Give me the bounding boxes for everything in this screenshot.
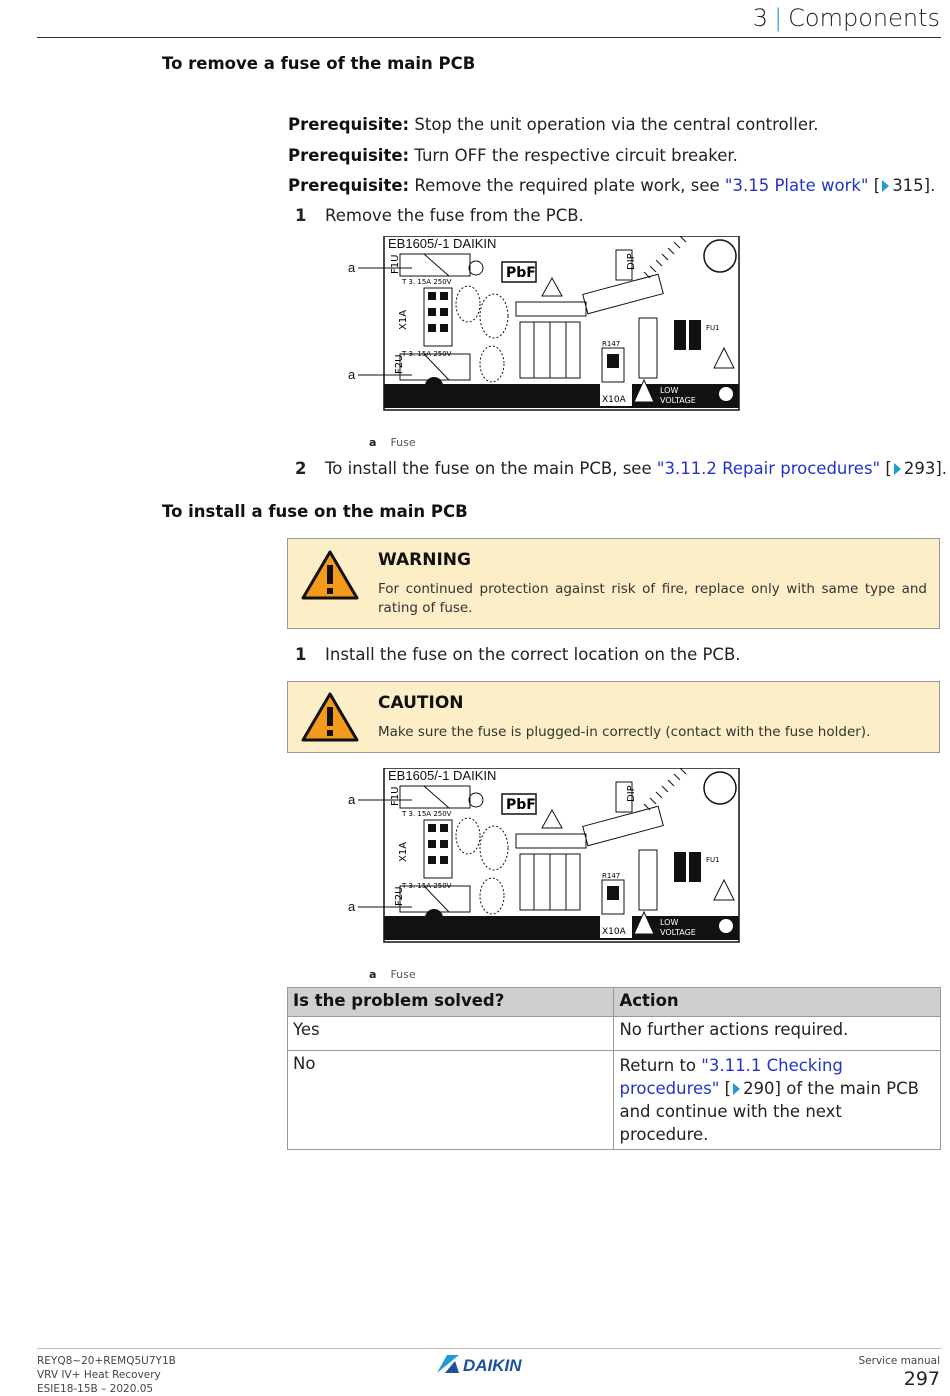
step-text: Install the fuse on the correct location on the PCB. <box>325 645 741 664</box>
prereq-text: Stop the unit operation via the central controller. <box>414 115 819 134</box>
pcb-figure-1 <box>344 236 744 412</box>
prereq-text: Remove the required plate work, see <box>414 176 725 195</box>
table-header-cell: Is the problem solved? <box>288 988 614 1017</box>
svg-text:a: a <box>348 260 356 275</box>
footer-docref: ESIE18-15B – 2020.05 <box>37 1383 154 1395</box>
step-number: 2 <box>295 459 307 478</box>
x10a-label: X10A <box>602 395 626 405</box>
table-cell: Return to "3.11.1 Checking procedures" [ 290] of the main PCB and continue with the next procedure. <box>614 1051 941 1150</box>
table-cell: No further actions required. <box>614 1017 941 1051</box>
table-cell: No <box>288 1051 614 1150</box>
table-cell: Yes <box>288 1017 614 1051</box>
warning-text: For continued protection against risk of fire, replace only with same type and rating of fuse. <box>378 581 927 616</box>
prereq-label: Prerequisite: <box>288 115 410 134</box>
step-text: To install the fuse on the main PCB, see "3.11.2 Repair procedures" [ 293]. <box>325 459 948 478</box>
pcb-drawing <box>384 236 739 410</box>
svg-text:a: a <box>348 792 356 807</box>
warning-title: WARNING <box>378 550 471 570</box>
chapter-header <box>753 4 940 32</box>
page-ref: 293]. <box>903 459 948 478</box>
step-number: 1 <box>295 645 307 664</box>
voltage-label: VOLTAGE <box>660 928 696 937</box>
checking-procedures-link[interactable]: "3.11.1 Checking procedures" <box>619 1056 843 1098</box>
step-text: Remove the fuse from the PCB. <box>325 206 584 225</box>
table-row <box>288 1017 941 1051</box>
prerequisite-1 <box>288 115 818 134</box>
pcb-figure-2 <box>344 768 744 944</box>
table-row <box>288 1051 941 1150</box>
problem-solved-table <box>287 987 941 1150</box>
caution-text: Make sure the fuse is plugged-in correctly (contact with the fuse holder). <box>378 724 871 740</box>
legend-value: Fuse <box>390 968 416 981</box>
pcb-drawing <box>384 768 739 942</box>
fuse-f2u-label: F2U <box>394 886 405 906</box>
connector-label: X1A <box>398 841 409 862</box>
step-number: 1 <box>295 206 307 225</box>
prereq-text: Turn OFF the respective circuit breaker. <box>414 146 738 165</box>
header-rule <box>37 37 941 38</box>
prereq-label: Prerequisite: <box>288 146 410 165</box>
figure-legend <box>369 968 416 981</box>
board-label: EB1605/-1 DAIKIN <box>388 236 497 251</box>
section-title-install: To install a fuse on the main PCB <box>162 502 468 521</box>
chapter-title: Components <box>788 4 940 32</box>
plate-work-link[interactable]: "3.15 Plate work" <box>724 176 869 195</box>
footer-rule <box>37 1348 941 1349</box>
section-title-remove: To remove a fuse of the main PCB <box>162 54 476 73</box>
table-header-row <box>288 988 941 1017</box>
footer-left <box>37 1354 176 1396</box>
prerequisite-2 <box>288 146 738 165</box>
chapter-separator: | <box>774 4 783 32</box>
rating-label: T 3. 15A 250V <box>402 810 452 818</box>
fuse-f1u-label: F1U <box>390 254 401 274</box>
figure-legend <box>369 436 416 449</box>
footer-product: VRV IV+ Heat Recovery <box>37 1369 161 1381</box>
fuse-f1u-label: F1U <box>390 786 401 806</box>
pbf-label: PbF <box>506 797 536 813</box>
low-label: LOW <box>660 918 679 927</box>
page-ref: 315]. <box>892 176 936 195</box>
page-arrow-icon <box>882 180 889 192</box>
dip-label: DIP <box>626 785 637 802</box>
caution-callout <box>287 681 940 753</box>
rating-label: T 3. 15A 250V <box>402 350 452 358</box>
warning-callout <box>287 538 940 629</box>
legend-key: a <box>369 968 377 981</box>
prereq-label: Prerequisite: <box>288 176 410 195</box>
x10a-label: X10A <box>602 927 626 937</box>
connector-label: X1A <box>398 309 409 330</box>
repair-procedures-link[interactable]: "3.11.2 Repair procedures" <box>656 459 881 478</box>
legend-value: Fuse <box>390 436 416 449</box>
svg-text:a: a <box>348 899 356 914</box>
board-label: EB1605/-1 DAIKIN <box>388 768 497 783</box>
legend-key: a <box>369 436 377 449</box>
prerequisite-3: Prerequisite: Remove the required plate work, see "3.15 Plate work" [ 315]. <box>288 176 936 195</box>
footer-right <box>859 1354 940 1368</box>
daikin-logo-icon <box>437 1353 541 1375</box>
daikin-logo <box>437 1353 541 1379</box>
low-label: LOW <box>660 386 679 395</box>
r147-label: R147 <box>602 340 621 348</box>
warning-triangle-icon <box>300 691 360 743</box>
page-arrow-icon <box>733 1083 740 1095</box>
dip-label: DIP <box>626 253 637 270</box>
caution-title: CAUTION <box>378 693 464 713</box>
warning-triangle-icon <box>300 549 360 601</box>
rating-label: T 3. 15A 250V <box>402 882 452 890</box>
footer-doc-type: Service manual <box>858 1355 940 1367</box>
daikin-logo-text: DAIKIN <box>463 1356 522 1375</box>
rating-label: T 3. 15A 250V <box>402 278 452 286</box>
svg-text:a: a <box>348 367 356 382</box>
r147-label: R147 <box>602 872 621 880</box>
chapter-number: 3 <box>752 4 769 32</box>
fu1-label: FU1 <box>706 856 720 864</box>
fuse-f2u-label: F2U <box>394 354 405 374</box>
fu1-label: FU1 <box>706 324 720 332</box>
page-arrow-icon <box>894 463 901 475</box>
page-number: 297 <box>903 1368 940 1390</box>
voltage-label: VOLTAGE <box>660 396 696 405</box>
table-header-cell: Action <box>614 988 941 1017</box>
footer-model: REYQ8~20+REMQ5U7Y1B <box>37 1355 176 1367</box>
pbf-label: PbF <box>506 265 536 281</box>
